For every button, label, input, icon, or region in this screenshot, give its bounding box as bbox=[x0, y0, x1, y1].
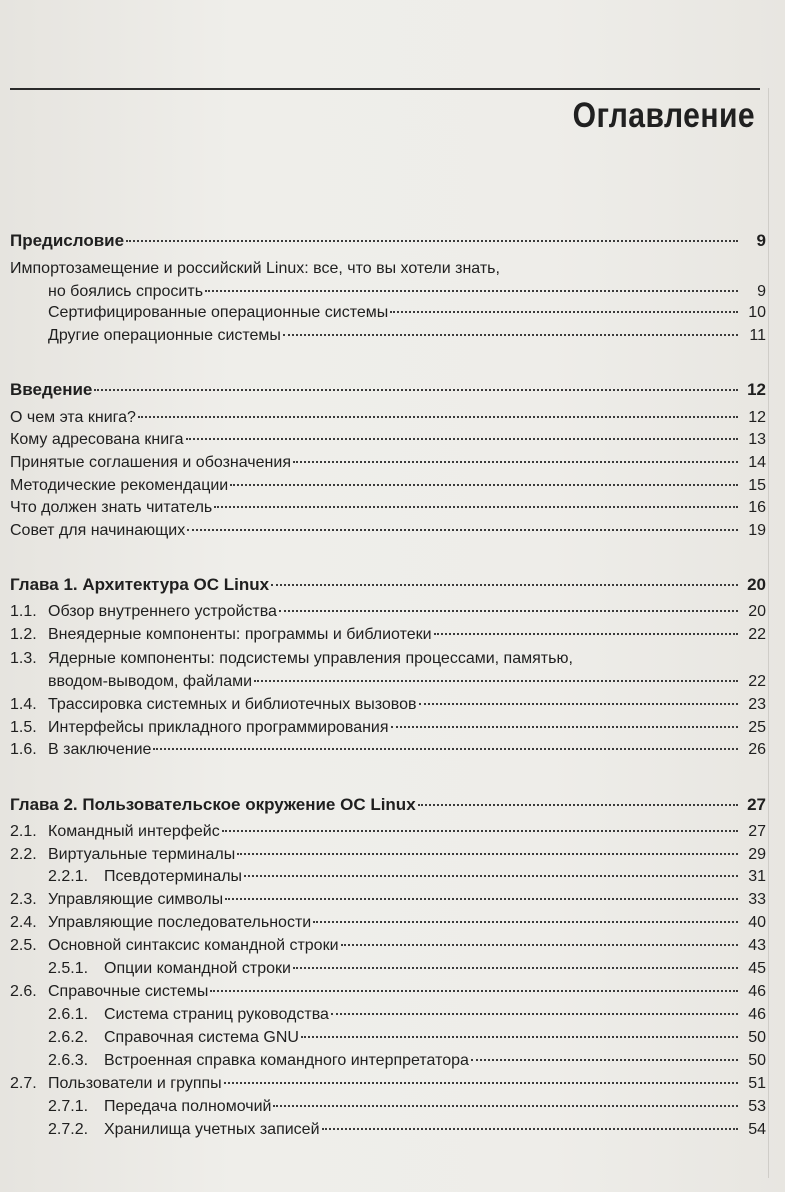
toc-entry-number: 2.2. bbox=[10, 846, 37, 863]
toc-entry-page: 20 bbox=[747, 575, 766, 594]
toc-entry-title: Внеядерные компоненты: программы и библиотеки bbox=[48, 626, 432, 643]
toc-entry-title: Трассировка системных и библиотечных вызовов bbox=[48, 696, 417, 713]
toc-entry-title: Глава 2. Пользовательское окружение ОС Linux bbox=[10, 795, 416, 814]
toc-entry[interactable] bbox=[48, 672, 766, 692]
leader-dots bbox=[244, 875, 738, 877]
toc-entry[interactable] bbox=[10, 718, 766, 738]
toc-entry-title: Командный интерфейс bbox=[48, 823, 220, 840]
toc-entry-number: 1.1. bbox=[10, 603, 37, 620]
toc-entry-page: 19 bbox=[748, 522, 766, 539]
toc-entry-title: Управляющие символы bbox=[48, 891, 224, 908]
toc-entry-page: 33 bbox=[748, 891, 766, 908]
toc-entry-line1 bbox=[10, 649, 573, 669]
leader-dots bbox=[254, 680, 738, 682]
toc-entry-page: 45 bbox=[748, 960, 766, 977]
toc-entry-title: Совет для начинающих bbox=[10, 522, 186, 539]
leader-dots bbox=[322, 1128, 738, 1130]
toc-entry[interactable] bbox=[10, 476, 766, 496]
toc-entry-number: 2.7.2. bbox=[48, 1121, 89, 1138]
leader-dots bbox=[224, 1082, 738, 1084]
toc-entry-number: 2.6. bbox=[10, 983, 37, 1000]
toc-entry-page: 46 bbox=[748, 1006, 766, 1023]
toc-entry-title: Что должен знать читатель bbox=[10, 499, 213, 516]
toc-entry-page: 20 bbox=[748, 603, 766, 620]
toc-entry-title: Система страниц руководства bbox=[104, 1006, 329, 1023]
toc-entry[interactable] bbox=[10, 890, 766, 910]
toc-entry[interactable] bbox=[48, 1005, 766, 1025]
toc-entry-number: 2.6.3. bbox=[48, 1052, 89, 1069]
toc-entry-title: Передача полномочий bbox=[104, 1098, 272, 1115]
leader-dots bbox=[237, 853, 738, 855]
toc-entry[interactable] bbox=[10, 936, 766, 956]
toc-entry-page: 29 bbox=[748, 846, 766, 863]
leader-dots bbox=[391, 726, 738, 728]
toc-entry-number: 2.7.1. bbox=[48, 1098, 89, 1115]
toc-entry[interactable] bbox=[10, 740, 766, 760]
toc-entry-page: 15 bbox=[748, 477, 766, 494]
toc-entry-title: В заключение bbox=[48, 741, 152, 758]
toc-entry-number: 2.1. bbox=[10, 823, 37, 840]
toc-entry-title: Хранилища учетных записей bbox=[104, 1121, 320, 1138]
leader-dots bbox=[434, 633, 738, 635]
leader-dots bbox=[331, 1013, 738, 1015]
toc-chapter-2[interactable] bbox=[10, 795, 766, 815]
toc-section-introduction[interactable] bbox=[10, 380, 766, 400]
toc-entry[interactable] bbox=[10, 1074, 766, 1094]
leader-dots bbox=[230, 484, 738, 486]
toc-entry[interactable] bbox=[10, 521, 766, 541]
toc-entry-page: 22 bbox=[748, 626, 766, 643]
leader-dots bbox=[471, 1059, 738, 1061]
toc-entry-title: Пользователи и группы bbox=[48, 1075, 222, 1092]
toc-entry-number: 1.6. bbox=[10, 741, 37, 758]
page-title: Оглавление bbox=[572, 96, 755, 135]
toc-entry-title: Основной синтаксис командной строки bbox=[48, 937, 339, 954]
toc-entry-title: Встроенная справка командного интерпретатора bbox=[104, 1052, 469, 1069]
toc-entry[interactable] bbox=[48, 1028, 766, 1048]
toc-entry-title: О чем эта книга? bbox=[10, 409, 136, 426]
toc-entry-number: 1.5. bbox=[10, 719, 37, 736]
toc-entry[interactable] bbox=[48, 1051, 766, 1071]
toc-entry-title: Справочные системы bbox=[48, 983, 209, 1000]
toc-entry-title: Опции командной строки bbox=[104, 960, 291, 977]
toc-entry-number: 2.6.1. bbox=[48, 1006, 89, 1023]
leader-dots bbox=[222, 830, 738, 832]
toc-entry-title: Интерфейсы прикладного программирования bbox=[48, 719, 389, 736]
toc-entry-title: Обзор внутреннего устройства bbox=[48, 603, 277, 620]
leader-dots bbox=[279, 610, 738, 612]
toc-entry[interactable] bbox=[48, 867, 766, 887]
leader-dots bbox=[153, 748, 738, 750]
toc-entry-title: Глава 1. Архитектура ОС Linux bbox=[10, 575, 270, 594]
toc-entry-number: 1.4. bbox=[10, 696, 37, 713]
toc-entry-number: 2.7. bbox=[10, 1075, 37, 1092]
toc-entry[interactable] bbox=[10, 408, 766, 428]
leader-dots bbox=[301, 1036, 738, 1038]
leader-dots bbox=[293, 967, 738, 969]
leader-dots bbox=[94, 389, 738, 391]
toc-entry-title: Предисловие bbox=[10, 231, 125, 250]
leader-dots bbox=[126, 240, 738, 242]
leader-dots bbox=[205, 290, 738, 292]
leader-dots bbox=[419, 703, 738, 705]
leader-dots bbox=[273, 1105, 738, 1107]
toc-entry-number: 2.2.1. bbox=[48, 868, 89, 885]
toc-entry-page: 31 bbox=[748, 868, 766, 885]
toc-entry[interactable] bbox=[10, 602, 766, 622]
toc-entry-title: Псевдотерминалы bbox=[104, 868, 243, 885]
toc-entry[interactable] bbox=[48, 1120, 766, 1140]
toc-entry-title: Другие операционные системы bbox=[48, 327, 281, 344]
leader-dots bbox=[225, 898, 738, 900]
leader-dots bbox=[186, 438, 738, 440]
toc-entry-page: 46 bbox=[748, 983, 766, 1000]
toc-entry-page: 27 bbox=[747, 795, 766, 814]
toc-entry[interactable] bbox=[10, 845, 766, 865]
leader-dots bbox=[210, 990, 738, 992]
toc-entry[interactable] bbox=[10, 822, 766, 842]
toc-entry[interactable] bbox=[10, 453, 766, 473]
toc-entry-title: Управляющие последовательности bbox=[48, 914, 312, 931]
toc-entry-number: 1.2. bbox=[10, 626, 37, 643]
toc-entry-title-line1: Импортозамещение и российский Linux: все, что вы хотели знать, bbox=[10, 260, 500, 277]
toc-entry-page: 22 bbox=[748, 673, 766, 690]
toc-entry-title: Введение bbox=[10, 380, 93, 399]
toc-entry[interactable] bbox=[10, 913, 766, 933]
toc-entry-title: Справочная система GNU bbox=[104, 1029, 299, 1046]
toc-chapter-1[interactable] bbox=[10, 575, 766, 595]
toc-entry-number: 2.3. bbox=[10, 891, 37, 908]
toc-entry-page: 14 bbox=[748, 454, 766, 471]
toc-section-preface[interactable] bbox=[10, 231, 766, 251]
toc-entry-title-cont: вводом-выводом, файлами bbox=[48, 673, 253, 690]
leader-dots bbox=[187, 529, 738, 531]
toc-entry[interactable] bbox=[48, 303, 766, 323]
toc-entry-page: 25 bbox=[748, 719, 766, 736]
toc-entry-page: 13 bbox=[748, 431, 766, 448]
toc-entry-page: 9 bbox=[757, 283, 766, 300]
toc-entry-title: Принятые соглашения и обозначения bbox=[10, 454, 291, 471]
toc-entry-title: Виртуальные терминалы bbox=[48, 846, 236, 863]
toc-entry-page: 16 bbox=[748, 499, 766, 516]
toc-entry-number: 2.6.2. bbox=[48, 1029, 89, 1046]
leader-dots bbox=[138, 416, 738, 418]
toc-entry-number: 2.5.1. bbox=[48, 960, 89, 977]
toc-entry-number: 2.5. bbox=[10, 937, 37, 954]
toc-entry-title: Кому адресована книга bbox=[10, 431, 184, 448]
leader-dots bbox=[341, 944, 738, 946]
toc-entry[interactable] bbox=[10, 498, 766, 518]
toc-entry-title: Ядерные компоненты: подсистемы управления процессами, памятью, bbox=[48, 650, 573, 667]
toc-entry-page: 50 bbox=[748, 1052, 766, 1069]
leader-dots bbox=[418, 804, 738, 806]
toc-entry-title-cont: но боялись спросить bbox=[48, 283, 204, 300]
toc-entry[interactable] bbox=[48, 959, 766, 979]
toc-entry-number: 1.3. bbox=[10, 650, 37, 667]
toc-entry-page: 26 bbox=[748, 741, 766, 758]
toc-entry-page: 10 bbox=[748, 304, 766, 321]
toc-entry[interactable] bbox=[10, 430, 766, 450]
toc-entry-number: 2.4. bbox=[10, 914, 37, 931]
leader-dots bbox=[313, 921, 738, 923]
leader-dots bbox=[214, 506, 738, 508]
toc-entry-page: 12 bbox=[748, 409, 766, 426]
toc-entry-page: 50 bbox=[748, 1029, 766, 1046]
leader-dots bbox=[271, 584, 738, 586]
toc-entry-page: 43 bbox=[748, 937, 766, 954]
leader-dots bbox=[283, 334, 738, 336]
toc-entry-page: 11 bbox=[749, 327, 766, 344]
leader-dots bbox=[293, 461, 738, 463]
toc-entry[interactable] bbox=[48, 1097, 766, 1117]
toc-entry-page: 12 bbox=[747, 380, 766, 399]
toc-entry-page: 54 bbox=[748, 1121, 766, 1138]
toc-entry-page: 51 bbox=[748, 1075, 766, 1092]
toc-entry-page: 53 bbox=[748, 1098, 766, 1115]
toc-entry-page: 40 bbox=[748, 914, 766, 931]
toc-entry-title: Методические рекомендации bbox=[10, 477, 229, 494]
leader-dots bbox=[390, 311, 738, 313]
toc-entry-title: Сертифицированные операционные системы bbox=[48, 304, 389, 321]
toc-entry[interactable] bbox=[48, 282, 766, 302]
toc-entry-page: 9 bbox=[756, 231, 766, 250]
toc-entry[interactable] bbox=[48, 326, 766, 346]
toc-entry[interactable] bbox=[10, 625, 766, 645]
toc-entry[interactable] bbox=[10, 695, 766, 715]
toc-entry-page: 27 bbox=[748, 823, 766, 840]
toc-entry-page: 23 bbox=[748, 696, 766, 713]
toc-entry[interactable] bbox=[10, 982, 766, 1002]
